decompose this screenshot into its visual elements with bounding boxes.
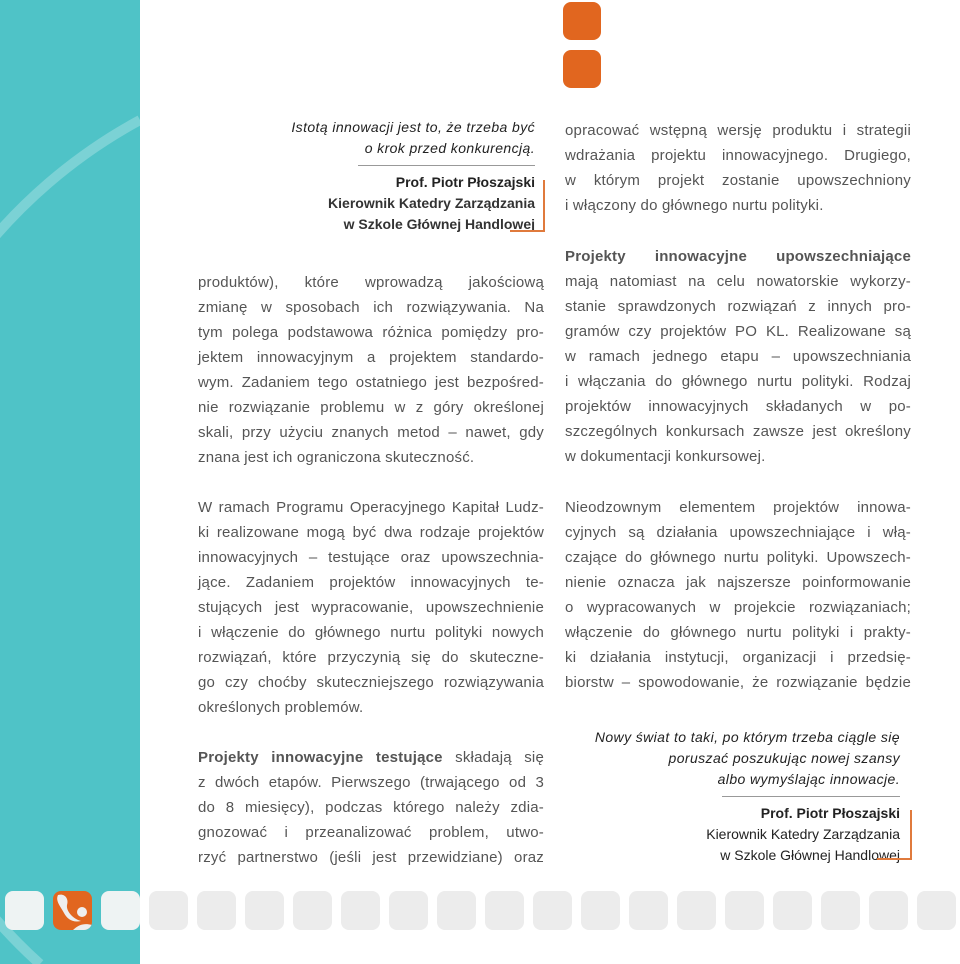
footer-tile [821,891,860,930]
quote-affiliation: w Szkole Głównej Handlowej [343,216,535,232]
footer-tile [389,891,428,930]
text-line [565,244,911,269]
text-line [198,745,544,770]
text-line: i włączania do głównego nurtu polityki. Rodzaj [565,373,911,390]
quote-top [250,117,535,235]
footer-tile [149,891,188,930]
quote-author: Prof. Piotr Płoszajski [760,805,900,821]
footer-tile [197,891,236,930]
text-line: opracować wstępną wersję produktu i strategii [565,122,911,139]
divider [358,165,535,166]
text-line: w którym projekt zostanie upowszechniony [565,172,911,189]
text-line: produktów), które wprowadzą jakościową [198,274,544,291]
paragraph [198,270,544,470]
text-line: znana jest ich ograniczona skuteczność. [198,449,475,466]
footer-tile [773,891,812,930]
text-line: z dwóch etapów. Pierwszego (trwającego od 3 [198,774,544,791]
orange-bracket [877,810,912,860]
text-line: rozwiązań, które przyczynią się do skuteczne- [198,649,544,666]
text-line: stanie sprawdzonych rozwiązań z innych pro- [565,298,911,315]
text-line: i włączony do głównego nurtu polityki. [565,197,824,214]
quote-affiliation: Kierownik Katedry Zarządzania [706,826,900,842]
text-line: W ramach Programu Operacyjnego Kapitał Ludz- [198,499,544,516]
text-line: ki realizowane mogą być dwa rodzaje projektów [198,524,544,541]
paragraph [565,118,911,218]
text-line: określonych problemów. [198,699,364,716]
text-line: szczególnych konkursach zawsze jest określony [565,423,911,440]
quote-line: albo wymyślając innowacje. [717,771,900,787]
text-line: w dokumentacji konkursowej. [565,448,766,465]
text-line: gnozować i przeanalizować problem, utwo- [198,824,544,841]
text-line: czające do głównego nurtu polityki. Upowszech- [565,549,911,566]
text-line: do 8 miesięcy), podczas którego należy zdia- [198,799,544,816]
bold-lead: Projekty innowacyjne upowszechniające [565,248,911,265]
paragraph [198,745,544,870]
text-line: projektów innowacyjnych składanych w po- [565,398,911,415]
text-line: w ramach jednego etapu – upowszechniania [565,348,911,365]
orange-bracket [510,180,545,232]
text-line: tym polega podstawowa różnica pomiędzy pro- [198,324,544,341]
footer-tile [917,891,956,930]
footer-tile [869,891,908,930]
logo-icon [53,891,92,930]
text-line: cyjnych są działania upowszechniające i włą- [565,524,911,541]
text-line: mają natomiast na celu nowatorskie wykorzy- [565,273,911,290]
text-line: biorstw – spowodowanie, że rozwiązanie będzie [565,674,911,691]
text-line: stujących jest wypracowanie, upowszechnienie [198,599,544,616]
quote-line: o krok przed konkurencją. [364,140,535,156]
text-line: Nieodzownym elementem projektów innowa- [565,499,911,516]
footer-tile [245,891,284,930]
teal-sidebar [0,0,140,964]
orange-square-decoration [563,2,601,40]
paragraph [565,244,911,469]
paragraph [198,495,544,720]
text-line: ki działania instytucji, organizacji i przedsię- [565,649,911,666]
text-line: nienie oznacza jak najszersze poinformowanie [565,574,911,591]
footer-tile [677,891,716,930]
text-line: włączenie do głównego nurtu polityki i prakty- [565,624,911,641]
quote-bottom [560,727,900,866]
text-line: o wypracowanych w projekcie rozwiązaniach; [565,599,911,616]
footer-tile [293,891,332,930]
orange-square-decoration [563,50,601,88]
text-line: wdrażania projektu innowacyjnego. Drugiego, [565,147,911,164]
text-line: skali, przy użyciu znanych metod – nawet, gdy [198,424,544,441]
decorative-arc [0,0,140,964]
quote-affiliation: w Szkole Głównej Handlowej [720,847,900,863]
quote-line: poruszać poszukując nowej szansy [668,750,900,766]
text-line: jektem innowacyjnym a projektem standardo- [198,349,544,366]
divider [722,796,900,797]
text-line: go czy choćby skuteczniejszego rozwiązywania [198,674,544,691]
footer-tile [533,891,572,930]
text-line: wym. Zadaniem tego ostatniego jest bezpośred- [198,374,544,391]
text-line: jące. Zadaniem projektów innowacyjnych te- [198,574,544,591]
text-line: i włączenie do głównego nurtu polityki nowych [198,624,544,641]
footer-tile [101,891,140,930]
quote-affiliation: Kierownik Katedry Zarządzania [328,195,535,211]
quote-line: Istotą innowacji jest to, że trzeba być [291,119,535,135]
footer-tile [725,891,764,930]
footer-tile [629,891,668,930]
text-line-rest: składają się [442,749,544,766]
text-line: innowacyjnych – testujące oraz upowszechnia- [198,549,544,566]
text-line: nie rozwiązanie problemu w z góry określonej [198,399,544,416]
text-line: rzyć partnerstwo (jeśli jest przewidziane) oraz [198,849,544,866]
text-line: gramów czy projektów PO KL. Realizowane są [565,323,911,340]
footer-tile [485,891,524,930]
footer-tile [341,891,380,930]
footer-tile [581,891,620,930]
quote-line: Nowy świat to taki, po którym trzeba ciągle się [594,729,900,745]
footer-tile [437,891,476,930]
bold-lead: Projekty innowacyjne testujące [198,749,443,766]
paragraph [565,495,911,695]
quote-author: Prof. Piotr Płoszajski [395,174,535,190]
footer-tile [5,891,44,930]
text-line: zmianę w sposobach ich rozwiązywania. Na [198,299,544,316]
